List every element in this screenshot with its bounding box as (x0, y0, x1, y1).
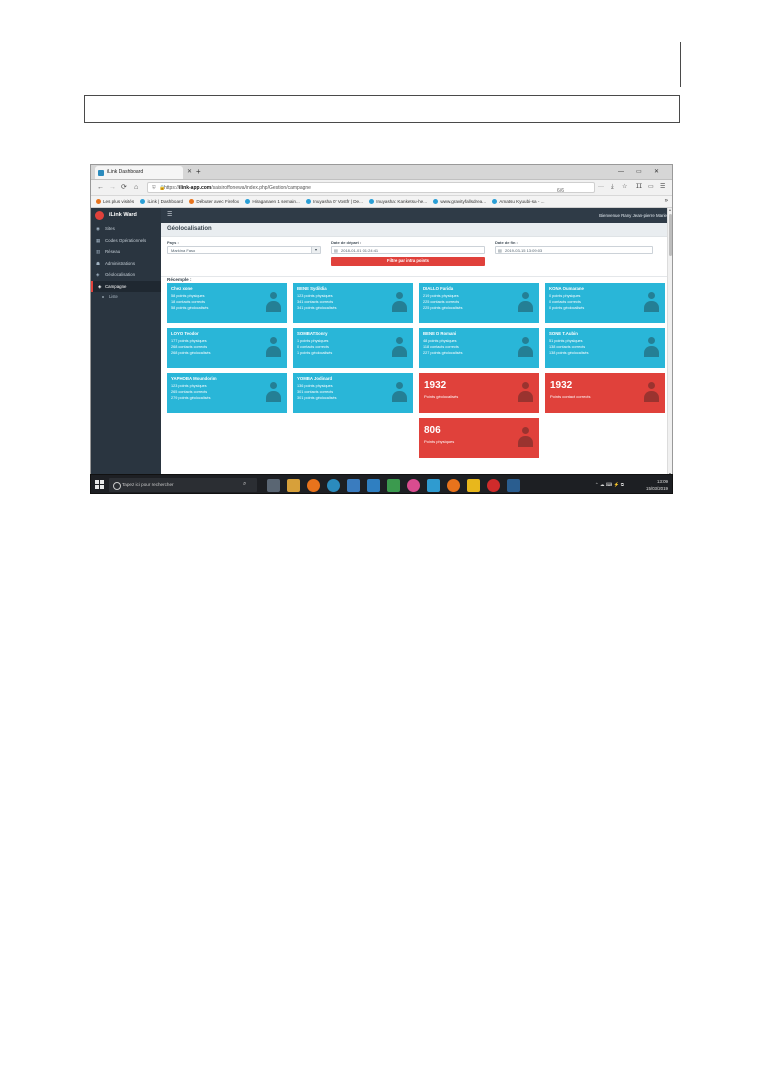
agent-points-physiques: 219 points physiques (423, 294, 459, 298)
marker-icon: ◈ (98, 283, 102, 289)
bookmark-label: www.gravityfallsdrea... (440, 199, 487, 204)
marker-icon: ◈ (96, 272, 100, 278)
filter-panel (161, 237, 672, 277)
browser-navbar (91, 180, 672, 196)
stat-label: Points contact corrects (550, 394, 591, 399)
bookmark-label: Inuyasha: Kanketsu-he... (376, 199, 428, 204)
user-icon: ☗ (96, 260, 100, 266)
agent-contacts-corrects: 0 contacts corrects (549, 300, 581, 304)
agent-points-physiques: 123 points physiques (171, 384, 207, 388)
sidebar-item-label: Réseau (105, 249, 121, 254)
sidebar-subitem-liste[interactable] (91, 292, 161, 302)
url-path: /saisiroffonewa/index.php/Gestion/campagne (211, 185, 311, 191)
pays-value: Markina Faso (171, 247, 196, 253)
taskbar-app-steam[interactable] (507, 479, 520, 492)
app-brand-label: iLink Ward (109, 212, 137, 218)
page-header (161, 223, 672, 237)
taskbar-app-messenger[interactable] (407, 479, 420, 492)
agent-points-physiques: 0 points physiques (549, 294, 581, 298)
agent-points-geolocalises: 341 points géolocalisés (297, 306, 337, 310)
stat-label: Points physiques (424, 439, 455, 444)
bookmark-item[interactable] (140, 196, 183, 207)
agent-tile[interactable] (545, 283, 665, 323)
avatar (265, 337, 281, 357)
agent-tile[interactable] (167, 328, 287, 368)
taskbar-app-vlc[interactable] (447, 479, 460, 492)
taskbar-search-placeholder: Tapez ici pour rechercher (122, 482, 174, 487)
agent-points-geolocalises: 225 points géolocalisés (423, 306, 463, 310)
bookmark-item[interactable] (433, 196, 486, 207)
lock-icon: 🔒 (159, 184, 166, 191)
agent-name: LOYO Teodor (171, 331, 199, 336)
app-logo-icon (95, 211, 104, 220)
agent-tile[interactable] (167, 373, 287, 413)
stat-label: Points géolocalisés (424, 394, 459, 399)
chevron-down-icon[interactable]: ▾ (311, 246, 320, 254)
star-icon (96, 199, 101, 204)
sidebar-item-label: Géolocalisation (105, 272, 136, 277)
bookmark-label: Débuter avec Firefox (196, 199, 240, 204)
home-icon[interactable]: ⌂ (134, 184, 139, 191)
agent-points-geolocalises: 301 points géolocalisés (297, 396, 337, 400)
clock-time: 13:09 (657, 479, 668, 484)
agent-points-physiques: 51 points physiques (549, 339, 583, 343)
agent-tile[interactable] (419, 283, 539, 323)
agent-points-physiques: 136 points physiques (297, 384, 333, 388)
bookmark-item[interactable] (369, 196, 427, 207)
taskbar-app-folder-explorer[interactable] (287, 479, 300, 492)
agent-points-geolocalises: 268 points géolocalisés (171, 351, 211, 355)
bookmark-item[interactable] (245, 196, 300, 207)
date-fin-value: 2019-03-15 13:09:03 (505, 247, 543, 253)
browser-titlebar (91, 165, 672, 180)
scrollbar-thumb[interactable] (669, 214, 672, 256)
avatar (391, 292, 407, 312)
bookmark-item[interactable] (96, 196, 134, 207)
window-close-button[interactable]: ✕ (654, 169, 660, 175)
bookmark-label: Inuyasha 0' Vostfr | De... (313, 199, 363, 204)
agent-tile[interactable] (167, 283, 287, 323)
taskbar-app-edge[interactable] (327, 479, 340, 492)
agent-tile[interactable] (419, 328, 539, 368)
sidebar-item-label: Codes Opérationnels (105, 237, 147, 243)
sidebar-item-label: Campagne (105, 283, 127, 289)
agent-name: BENE D Romani (423, 331, 457, 336)
agent-tile[interactable] (293, 283, 413, 323)
agent-points-physiques: 48 points physiques (423, 339, 457, 343)
agent-points-geolocalises: 279 points géolocalisés (171, 396, 211, 400)
calendar-icon: ▤ (498, 248, 502, 253)
new-tab-button[interactable]: + (196, 167, 201, 176)
bookmark-item[interactable] (492, 196, 544, 207)
avatar (265, 382, 281, 402)
agent-tile[interactable] (545, 328, 665, 368)
date-depart-label: Date de départ : (331, 240, 362, 245)
scroll-up-icon[interactable]: ▲ (668, 208, 672, 212)
taskbar-app-excel[interactable] (387, 479, 400, 492)
avatar (265, 292, 281, 312)
avatar (517, 292, 533, 312)
sidebar-item-geolocalisation[interactable] (91, 269, 161, 281)
filter-button[interactable]: Filtre par intra points (331, 257, 485, 266)
windows-taskbar (90, 474, 673, 494)
globe-icon (492, 199, 497, 204)
globe-icon: ◉ (96, 226, 100, 232)
start-button-icon[interactable] (95, 480, 104, 489)
sidebar-item-sites[interactable] (91, 223, 161, 235)
avatar (643, 292, 659, 312)
library-icon[interactable]: ⵊⵊ (636, 184, 643, 190)
sidebar-toggle-icon[interactable]: ☰ (167, 212, 173, 218)
agent-points-geolocalises: 1 points géolocalisés (297, 351, 333, 355)
pays-select[interactable] (167, 246, 321, 254)
agent-points-physiques: 1 points physiques (297, 339, 329, 343)
window-minimize-button[interactable]: — (618, 169, 624, 175)
stat-tile[interactable] (419, 418, 539, 458)
calendar-icon: ▤ (334, 248, 338, 253)
agent-contacts-corrects: 18 contacts corrects (171, 300, 205, 304)
back-icon[interactable]: ← (97, 184, 104, 191)
microphone-icon[interactable]: ⌕ (243, 481, 247, 487)
taskbar-app-music[interactable] (487, 479, 500, 492)
date-depart-input[interactable] (331, 246, 485, 254)
search-icon (113, 482, 121, 490)
clock-date: 15/03/2019 (646, 486, 668, 491)
date-depart-value: 2018-01-01 01:24:41 (341, 247, 379, 253)
document-text-box (84, 95, 680, 123)
agent-points-geolocalises: 0 points géolocalisés (549, 306, 585, 310)
avatar (643, 382, 659, 402)
taskbar-tray-icons[interactable]: ⌃ ☁ ⌨ ⚡ ⧉ (594, 482, 624, 487)
taskbar-search-input[interactable] (109, 478, 257, 492)
browser-tab[interactable] (95, 166, 183, 179)
avatar (643, 337, 659, 357)
bookmark-label: iLink | Dashboard (147, 199, 184, 204)
grid-icon: ▦ (96, 237, 101, 243)
agent-points-physiques: 123 points physiques (297, 294, 333, 298)
agent-contacts-corrects: 118 contacts corrects (423, 345, 459, 349)
address-bar[interactable] (147, 182, 595, 193)
globe-icon (245, 199, 250, 204)
avatar (517, 382, 533, 402)
sidebar-item-codes-operationnels[interactable] (91, 235, 161, 247)
agent-name: SONE T.Aubin (549, 331, 578, 336)
agent-contacts-corrects: 341 contacts corrects (297, 300, 334, 304)
bookmark-star-icon[interactable]: ☆ (622, 184, 628, 190)
url-progress-label: 6/6 (557, 188, 564, 193)
agent-points-physiques: 177 points physiques (171, 339, 207, 343)
sidebar (91, 223, 161, 477)
avatar (391, 337, 407, 357)
stat-value: 806 (424, 425, 441, 436)
document-vertical-rule (680, 42, 681, 87)
bookmark-item[interactable] (306, 196, 363, 207)
stat-value: 1932 (550, 380, 573, 391)
agent-name: YAPHOBA Moundorim (171, 376, 217, 381)
forward-icon[interactable]: → (109, 184, 116, 191)
agent-points-geolocalises: 58 points géolocalisés (171, 306, 209, 310)
tab-close-icon[interactable]: ✕ (187, 169, 193, 175)
agent-contacts-corrects: 0 contacts corrects (297, 345, 329, 349)
taskbar-app-mail[interactable] (367, 479, 380, 492)
avatar (517, 427, 533, 447)
globe-icon (369, 199, 374, 204)
ilink-icon (140, 199, 145, 204)
account-icon[interactable]: ▭ (648, 184, 654, 190)
firefox-icon (189, 199, 194, 204)
agent-points-physiques: 58 points physiques (171, 294, 205, 298)
agent-contacts-corrects: 265 contacts corrects (171, 390, 208, 394)
url-host: ilink-app.com (179, 185, 212, 191)
more-options-icon[interactable]: ··· (598, 184, 604, 190)
page-viewport (91, 208, 672, 477)
window-maximize-button[interactable]: ▭ (636, 169, 642, 175)
sidebar-subitem-label: Liste (109, 294, 118, 299)
app-brand[interactable] (91, 208, 161, 223)
agent-contacts-corrects: 138 contacts corrects (549, 345, 586, 349)
sidebar-item-administrations[interactable] (91, 258, 161, 270)
avatar (391, 382, 407, 402)
bookmark-label: Amatsu Kyuubi-sa - ... (499, 199, 545, 204)
taskbar-app-firefox[interactable] (307, 479, 320, 492)
globe-icon (306, 199, 311, 204)
stat-tile[interactable] (419, 373, 539, 413)
agent-name: SOMBATSonry (297, 331, 328, 336)
bookmark-label: Hiraganaen 1 semain... (252, 199, 300, 204)
agent-contacts-corrects: 268 contacts corrects (171, 345, 208, 349)
url-protocol: https:// (164, 185, 180, 191)
bookmark-item[interactable] (189, 196, 239, 207)
pays-label: Pays : (167, 240, 179, 245)
sidebar-item-reseau[interactable] (91, 246, 161, 258)
bookmarks-overflow-icon[interactable]: » (664, 198, 668, 204)
stat-tile[interactable] (545, 373, 665, 413)
agent-name: BENE Sydildia (297, 286, 327, 291)
bullet-icon (102, 296, 104, 298)
agent-points-geolocalises: 138 points géolocalisés (549, 351, 589, 355)
sidebar-item-label: Sites (105, 226, 115, 231)
sidebar-item-label: Administrations (105, 260, 136, 266)
date-fin-label: Date de fin : (495, 240, 518, 245)
bookmarks-bar (91, 196, 672, 208)
agent-tile[interactable] (293, 328, 413, 368)
hamburger-menu-icon[interactable]: ☰ (660, 184, 666, 190)
chart-icon: ▥ (96, 249, 101, 255)
globe-icon (433, 199, 438, 204)
agent-points-geolocalises: 227 points géolocalisés (423, 351, 463, 355)
bookmark-label: Les plus visités (103, 199, 135, 204)
taskbar-app-chrome[interactable] (467, 479, 480, 492)
agent-contacts-corrects: 301 contacts corrects (297, 390, 334, 394)
browser-window (90, 164, 673, 494)
tab-title: iLink Dashboard (107, 169, 144, 175)
taskbar-app-photos[interactable] (347, 479, 360, 492)
tab-favicon-icon (98, 170, 104, 176)
agent-contacts-corrects: 225 contacts corrects (423, 300, 460, 304)
agent-name: YOMBA Jodinard (297, 376, 333, 381)
stat-value: 1932 (424, 380, 447, 391)
taskbar-app-task-view[interactable] (267, 479, 280, 492)
reload-icon[interactable]: ⟳ (121, 184, 127, 191)
save-to-pocket-icon[interactable]: ⤓ (611, 184, 614, 190)
agent-tile[interactable] (293, 373, 413, 413)
user-greeting[interactable]: Bienvenue Rany Jean-pierre Marie (599, 213, 667, 218)
shield-icon: ⛨ (152, 184, 156, 191)
list-title: Récemple : (167, 277, 192, 282)
taskbar-app-store[interactable] (427, 479, 440, 492)
agent-name: KONA Oumarane (549, 286, 584, 291)
page-scrollbar[interactable] (667, 208, 672, 477)
sidebar-item-campagne[interactable] (91, 281, 161, 293)
taskbar-clock[interactable] (646, 478, 668, 492)
app-topbar (91, 208, 672, 223)
avatar (517, 337, 533, 357)
agent-name: Chez xone (171, 286, 193, 291)
page-title: Géolocalisation (167, 226, 212, 232)
main-content (161, 223, 672, 477)
agent-name: DIALLO Farida (423, 286, 454, 291)
date-fin-input[interactable] (495, 246, 653, 254)
